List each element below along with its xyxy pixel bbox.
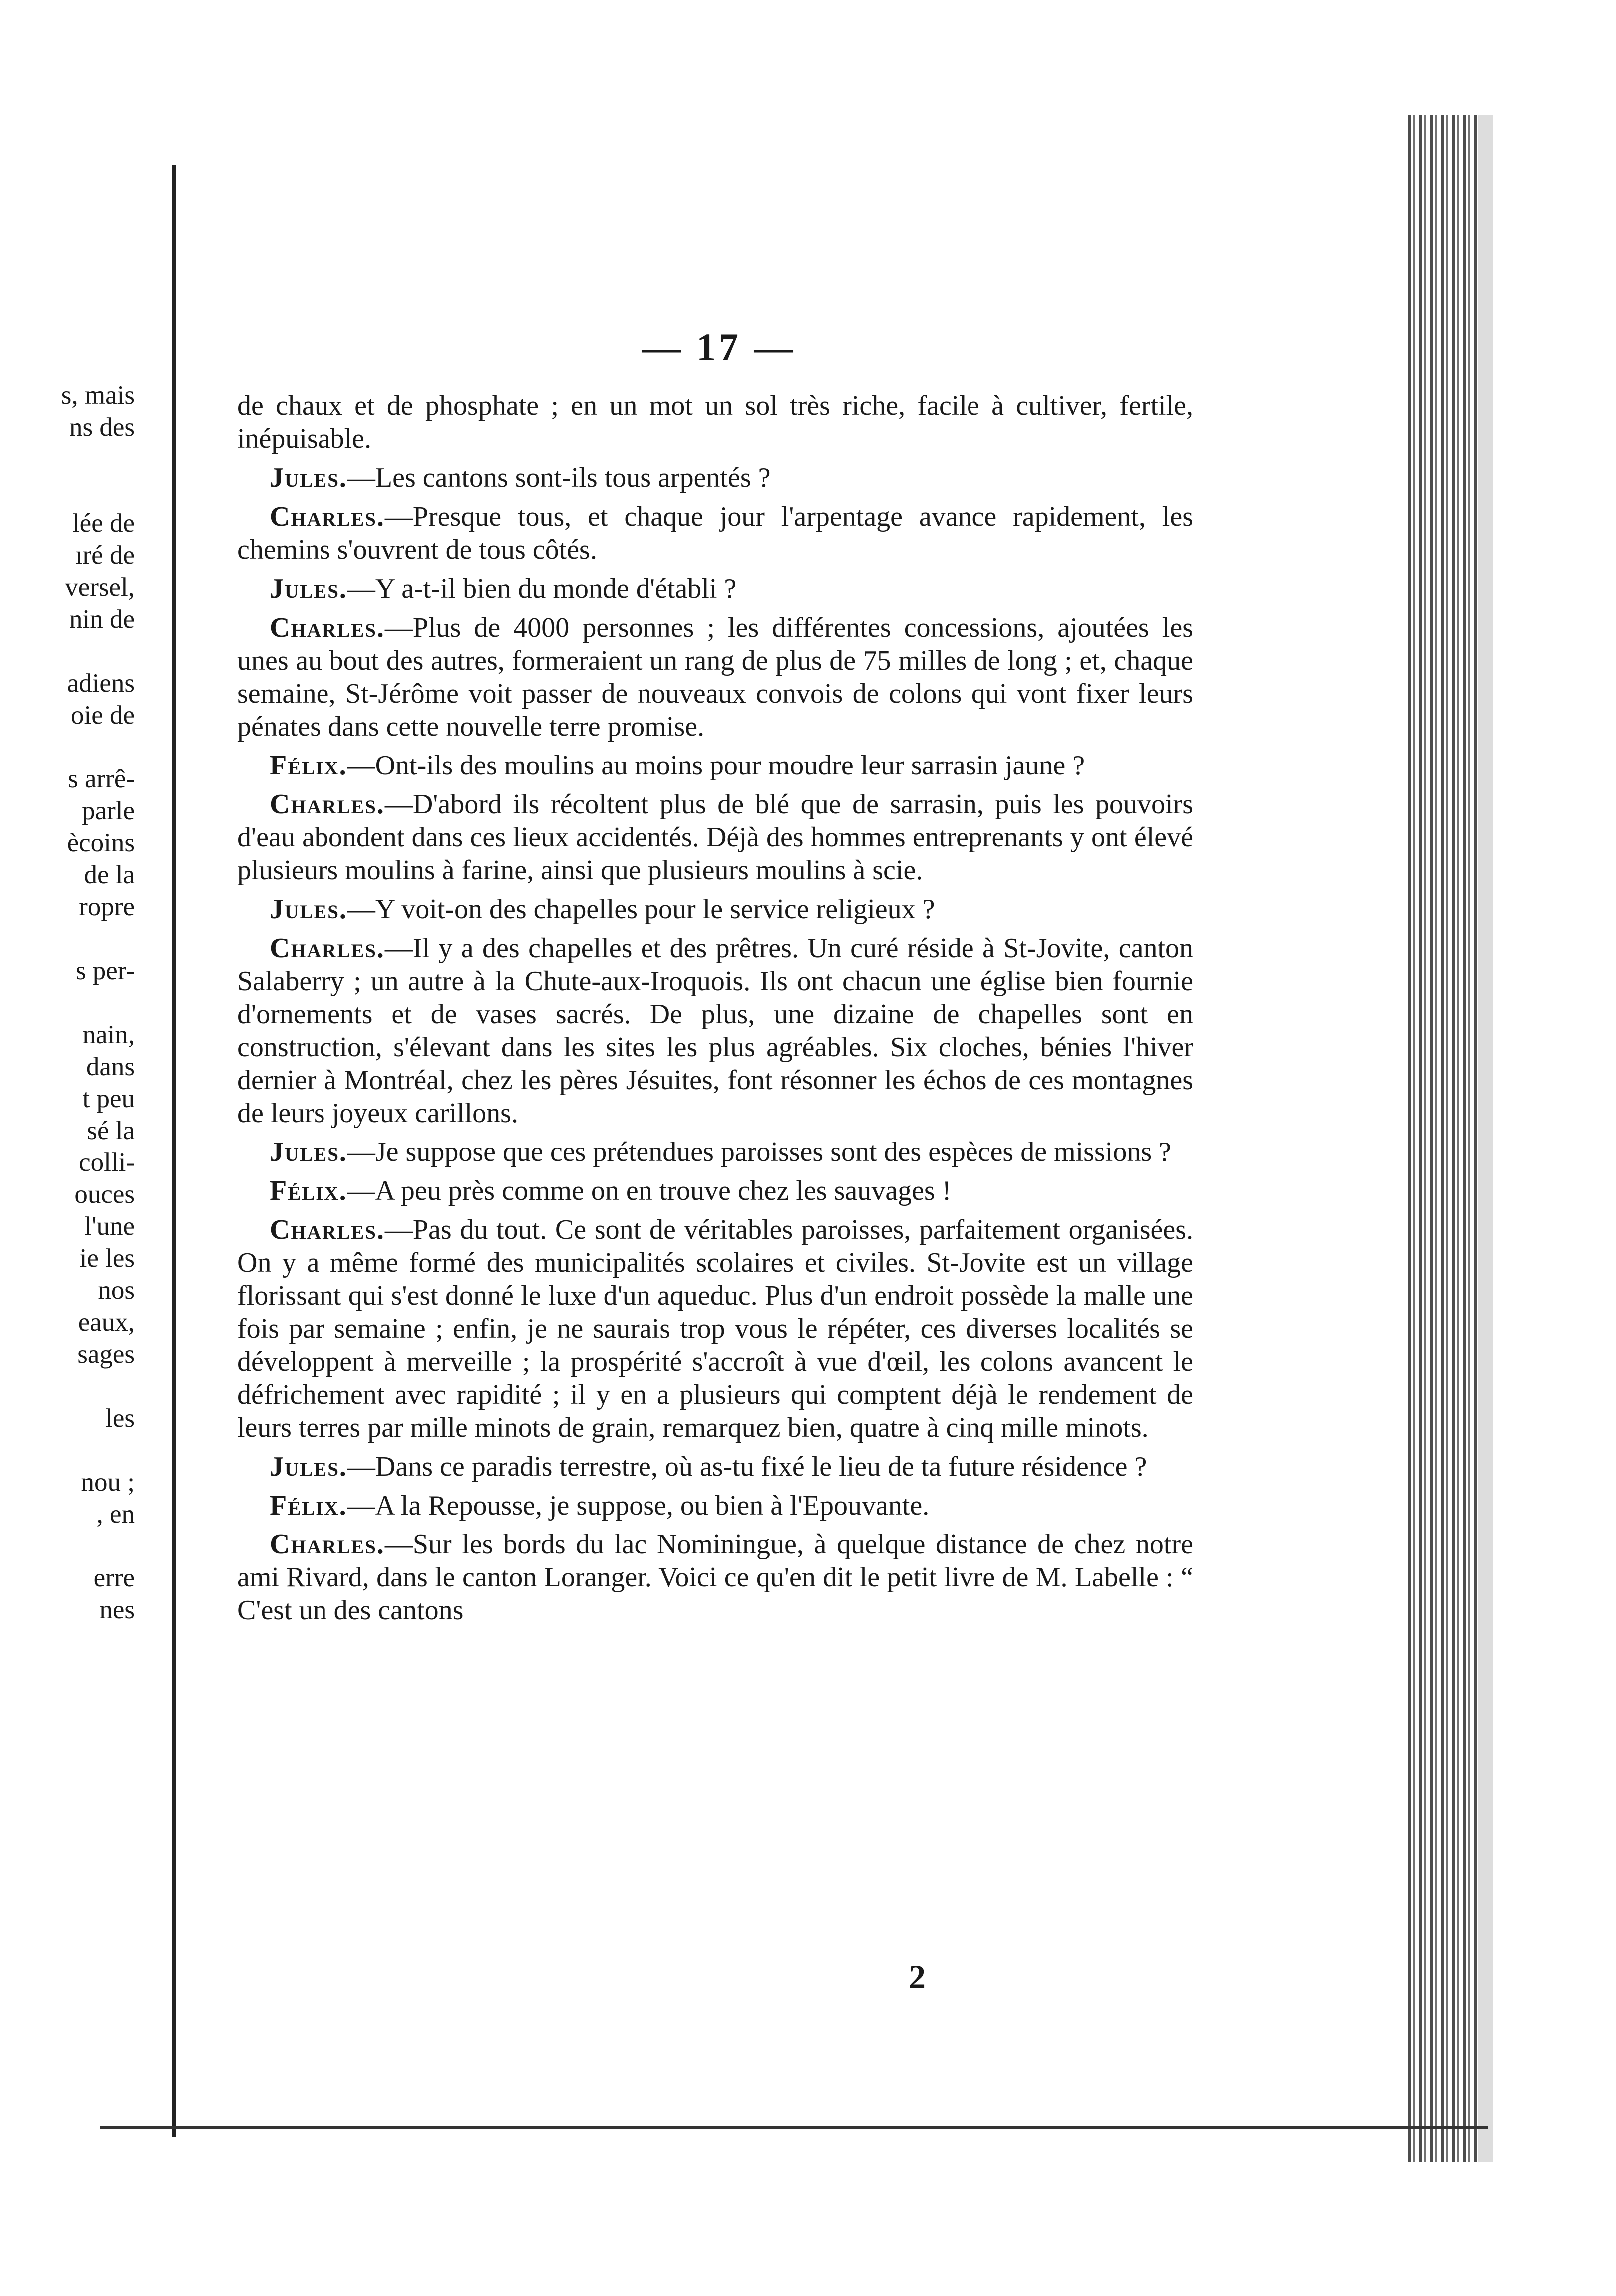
margin-fragment: ouces [74,1180,135,1209]
margin-fragment: t peu [82,1084,135,1113]
margin-fragment: nin de [69,605,135,634]
speaker-name: Charles. [270,933,385,964]
dialogue-paragraph [237,1528,1193,1627]
paragraph-text: —Plus de 4000 personnes ; les différentes concessions, ajoutées les unes au bout des autres, formeraient un rang de plus de 75 milles de long ; et, chaque semaine, St-Jérôme voit passer de nouveaux convois de colons qui vont fixer leurs pénates dans cette nouvelle terre promise. [237,612,1193,742]
margin-fragment: s per- [75,956,135,985]
margin-fragment: adiens [67,669,135,698]
speaker-name: Jules. [270,1137,347,1167]
dialogue-paragraph [237,389,1193,455]
speaker-name: Jules. [270,1451,347,1482]
paragraph-text: —Y voit-on des chapelles pour le service religieux ? [347,894,935,925]
margin-fragment: nos [98,1276,135,1305]
body-text [237,389,1193,1633]
margin-fragment: ècoins [67,828,135,857]
margin-fragment [0,987,135,1019]
margin-fragment: ıré de [75,541,135,570]
left-page-rule [172,165,176,2137]
paragraph-text: —Les cantons sont-ils tous arpentés ? [347,462,771,493]
margin-fragment: sages [77,1340,135,1369]
page-number: — 17 — [642,325,796,369]
margin-fragment: de la [84,860,135,889]
margin-fragment: s, mais [61,381,135,410]
paragraph-text: —Ont-ils des moulins au moins pour moudre leur sarrasin jaune ? [347,750,1085,781]
signature-mark: 2 [909,1958,926,1996]
speaker-name: Charles. [270,1529,385,1560]
margin-fragment: erre [93,1563,135,1592]
margin-fragment: lée de [72,509,135,538]
page-edge [1478,115,1493,2162]
dialogue-paragraph [237,1136,1193,1168]
margin-fragment: sé la [87,1116,135,1145]
margin-fragment: parle [82,796,135,825]
paragraph-text: —Je suppose que ces prétendues paroisses sont des espèces de missions ? [347,1137,1171,1167]
dialogue-paragraph [237,1174,1193,1207]
margin-fragment: , en [96,1500,135,1529]
paragraph-text: —Pas du tout. Ce sont de véritables paroisses, parfaitement organisées. On y a même formé des municipalités scolaires et civiles. St-Jovite est un village florissant qui s'est donné le luxe d'un aqueduc. Plus d'un endroit possède la malle une fois par semaine ; enfin, je ne saurais trop vous le répéter, ces diverses localités se développent à merveille ; la prospérité s'accroît à vue d'œil, les colons avancent le défrichement avec rapidité ; il y en a plusieurs qui comptent déjà le rendement de leurs terres par mille minots de grain, remarquez bien, quatre à cinq mille minots. [237,1214,1193,1443]
speaker-name: Jules. [270,894,347,925]
speaker-name: Félix. [270,1490,347,1521]
margin-fragment: ie les [79,1244,135,1273]
margin-fragment [0,1530,135,1562]
dialogue-paragraph [237,1489,1193,1522]
paragraph-text: —Presque tous, et chaque jour l'arpentage avance rapidement, les chemins s'ouvrent de tous côtés. [237,501,1193,565]
paragraph-text: —D'abord ils récoltent plus de blé que de sarrasin, puis les pouvoirs d'eau abondent dans ces lieux accidentés. Déjà des hommes entreprenants y ont élevé plusieurs moulins à farine, ainsi que plusieurs moulins à scie. [237,789,1193,886]
margin-fragment: ropre [79,892,135,921]
margin-fragment: dans [86,1052,135,1081]
margin-fragment [0,475,135,507]
margin-fragment [0,1370,135,1402]
speaker-name: Jules. [270,462,347,493]
dialogue-paragraph [237,1213,1193,1444]
speaker-name: Félix. [270,750,347,781]
dialogue-paragraph [237,500,1193,566]
margin-fragment: nes [99,1595,135,1624]
book-binding-edge [1408,115,1478,2162]
paragraph-text: —A peu près comme on en trouve chez les sauvages ! [347,1175,952,1206]
dialogue-paragraph [237,611,1193,743]
margin-fragment: les [105,1404,135,1433]
speaker-name: Jules. [270,573,347,604]
paragraph-text: —A la Repousse, je suppose, ou bien à l'Epouvante. [347,1490,930,1521]
margin-fragment [0,731,135,763]
paragraph-text: —Y a-t-il bien du monde d'établi ? [347,573,737,604]
dialogue-paragraph [237,461,1193,494]
speaker-name: Charles. [270,612,385,643]
margin-fragment: colli- [79,1148,135,1177]
dialogue-paragraph [237,749,1193,782]
paragraph-text: —Dans ce paradis terrestre, où as-tu fixé le lieu de ta future résidence ? [347,1451,1147,1482]
margin-fragment: nou ; [81,1468,135,1497]
dialogue-paragraph [237,788,1193,887]
margin-fragment [0,923,135,955]
dialogue-paragraph [237,893,1193,926]
speaker-name: Charles. [270,501,385,532]
margin-fragment [0,635,135,667]
margin-fragment: l'une [84,1212,135,1241]
margin-fragment: nain, [82,1020,135,1049]
margin-fragment [0,443,135,475]
paragraph-text: de chaux et de phosphate ; en un mot un sol très riche, facile à cultiver, fertile, inépuisable. [237,390,1193,454]
dialogue-paragraph [237,572,1193,605]
margin-fragment [0,1434,135,1466]
paragraph-text: —Il y a des chapelles et des prêtres. Un curé réside à St-Jovite, canton Salaberry ; un autre à la Chute-aux-Iroquois. Ils ont chacun une église bien fournie d'ornements et de vases sacrés. De plus, une dizaine de chapelles sont en construction, s'élevant dans les sites les plus agréables. Six cloches, bénies l'hiver dernier à Montréal, chez les pères Jésuites, font résonner les échos de ces montagnes de leurs joyeux carillons. [237,933,1193,1129]
speaker-name: Charles. [270,1214,385,1245]
margin-fragment: ns des [69,413,135,442]
bottom-rule [100,2126,1488,2129]
paragraph-text: —Sur les bords du lac Nominingue, à quelque distance de chez notre ami Rivard, dans le canton Loranger. Voici ce qu'en dit le petit livre de M. Labelle : “ C'est un des cantons [237,1529,1193,1626]
margin-fragment: versel, [65,573,135,602]
dialogue-paragraph [237,1450,1193,1483]
margin-fragment: s arrê- [68,765,135,793]
speaker-name: Charles. [270,789,385,820]
margin-fragment: oie de [70,701,135,730]
facing-page-margin-text [0,380,135,1626]
dialogue-paragraph [237,932,1193,1130]
speaker-name: Félix. [270,1175,347,1206]
margin-fragment: eaux, [78,1308,135,1337]
